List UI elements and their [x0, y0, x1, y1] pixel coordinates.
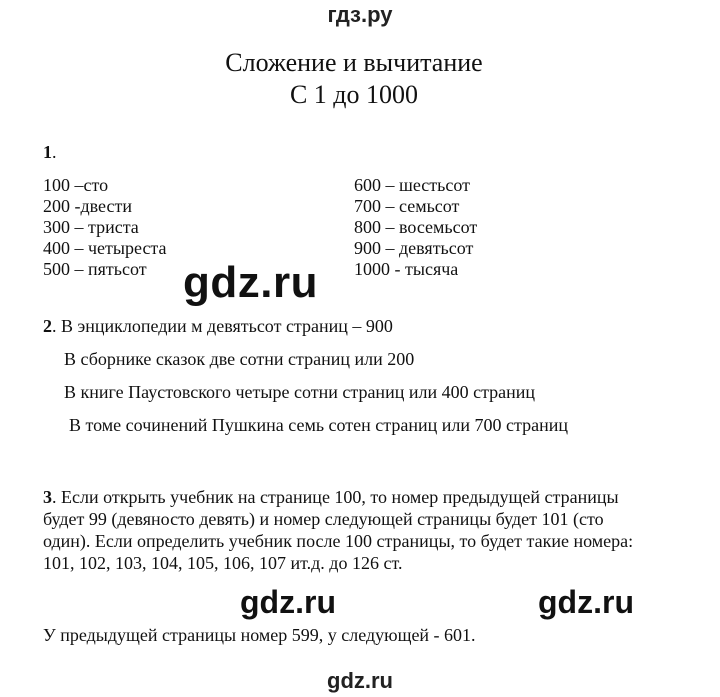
task3-number: 3 — [43, 487, 52, 507]
numeral-right-5: 1000 - тысяча — [354, 259, 459, 279]
task2-line-1-text: В энциклопедии м девятьсот страниц – 900 — [61, 316, 393, 336]
watermark: gdz.ru — [538, 584, 634, 620]
task2-line-3: В книге Паустовского четыре сотни страниц или 400 страниц — [64, 382, 536, 402]
task3-line-1-text: . Если открыть учебник на странице 100, то номер предыдущей страницы — [52, 487, 619, 507]
task3-final-line: У предыдущей страницы номер 599, у следующей - 601. — [43, 625, 476, 645]
task2-line-2: В сборнике сказок две сотни страниц или 200 — [64, 349, 415, 369]
numeral-left-3: 300 – триста — [43, 217, 139, 237]
numeral-right-4: 900 – девятьсот — [354, 238, 474, 258]
page-title: Сложение и вычитание — [225, 48, 483, 77]
numeral-right-1: 600 – шестьсот — [354, 175, 470, 195]
task3-line-3: один). Если определить учебник после 100 страницы, то будет такие номера: — [43, 531, 634, 551]
task3-line-2: будет 99 (девяносто девять) и номер следующей страницы будет 101 (сто — [43, 509, 604, 529]
watermark: gdz.ru — [183, 258, 318, 307]
task3-line-1 — [43, 486, 619, 508]
task1-number: 1 — [43, 142, 52, 162]
task2-number: 2 — [43, 316, 52, 336]
numeral-right-3: 800 – восемьсот — [354, 217, 478, 237]
numeral-left-1: 100 –сто — [43, 175, 109, 195]
site-footer: gdz.ru — [327, 668, 393, 693]
page-subtitle: С 1 до 1000 — [289, 80, 419, 109]
task2-line-1: 2. В энциклопедии м девятьсот страниц – 900 — [43, 316, 393, 336]
numeral-left-2: 200 -двести — [43, 196, 132, 216]
numeral-right-2: 700 – семьсот — [354, 196, 460, 216]
task3-line-4: 101, 102, 103, 104, 105, 106, 107 ит.д. до 126 ст. — [43, 553, 403, 573]
task2-line-4: В томе сочинений Пушкина семь сотен страниц или 700 страниц — [69, 415, 568, 435]
numeral-left-5: 500 – пятьсот — [43, 259, 147, 279]
numeral-left-4: 400 – четыреста — [43, 238, 167, 258]
watermark: gdz.ru — [240, 584, 336, 620]
task1-label: 1. — [43, 142, 57, 162]
site-header: гдз.ру — [327, 2, 393, 27]
